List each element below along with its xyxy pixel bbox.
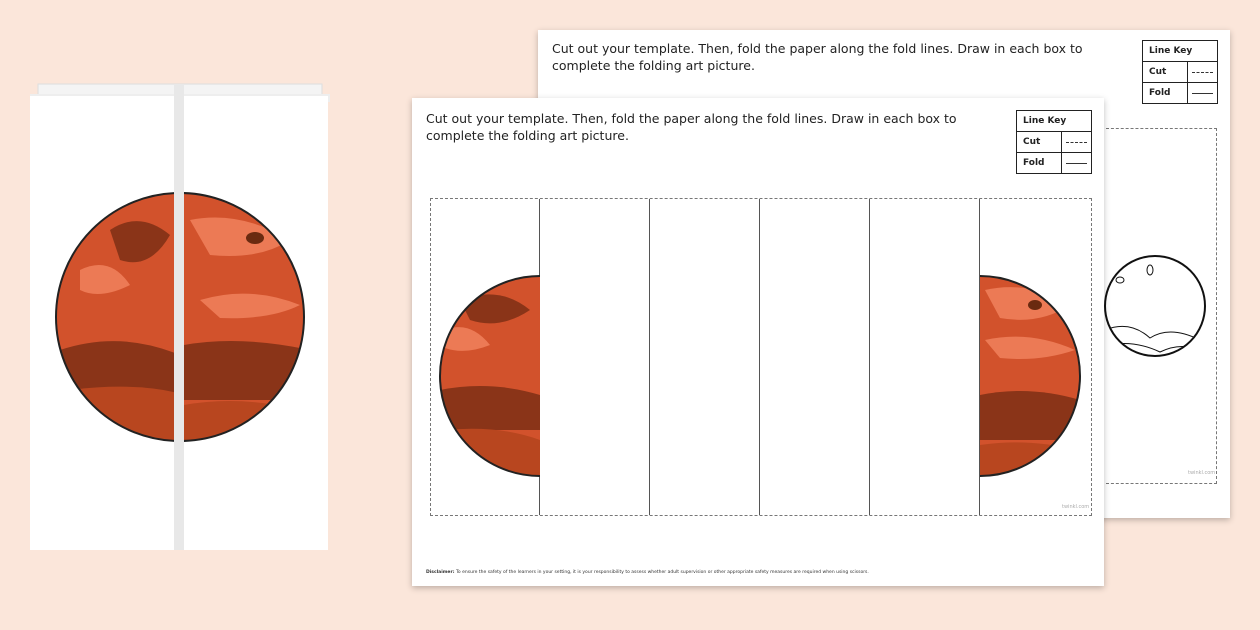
cut-label: Cut xyxy=(1143,62,1188,82)
template-frame xyxy=(1106,128,1217,484)
line-key-title: Line Key xyxy=(1143,41,1217,62)
twinkl-logo: twinkl.com xyxy=(1188,470,1216,476)
safety-disclaimer xyxy=(426,570,1026,575)
fold-line-sample xyxy=(1188,83,1217,103)
disclaimer-text: To ensure the safety of the learners in your setting, it is your responsibility to assess whether adult supervision or other appropriate safety measures are required when using scissors. xyxy=(454,570,869,575)
fold-label: Fold xyxy=(1143,83,1188,103)
line-key-table xyxy=(1142,40,1218,104)
instruction-text: Cut out your template. Then, fold the paper along the fold lines. Draw in each box to complete the folding art picture. xyxy=(426,111,957,143)
fold-label: Fold xyxy=(1017,153,1062,173)
line-key-table xyxy=(1016,110,1092,174)
disclaimer-label: Disclaimer: xyxy=(426,570,455,575)
front-worksheet xyxy=(412,98,1104,586)
center-gap xyxy=(174,84,184,550)
twinkl-logo: twinkl.com xyxy=(1062,504,1090,510)
fold-line-sample xyxy=(1062,153,1091,173)
cut-line-sample xyxy=(1062,132,1091,152)
fold-line xyxy=(759,199,760,515)
fold-line xyxy=(979,199,980,515)
line-key-title: Line Key xyxy=(1017,111,1091,132)
fold-line xyxy=(869,199,870,515)
line-key-fold-row xyxy=(1143,83,1217,103)
template-frame xyxy=(430,198,1092,516)
line-key-cut-row xyxy=(1143,62,1217,83)
fold-line xyxy=(539,199,540,515)
cut-label: Cut xyxy=(1017,132,1062,152)
instruction-text: Cut out your template. Then, fold the paper along the fold lines. Draw in each box to complete the folding art picture. xyxy=(552,41,1083,73)
cut-line-sample xyxy=(1188,62,1217,82)
line-key-cut-row xyxy=(1017,132,1091,153)
fold-line xyxy=(649,199,650,515)
line-key-fold-row xyxy=(1017,153,1091,173)
